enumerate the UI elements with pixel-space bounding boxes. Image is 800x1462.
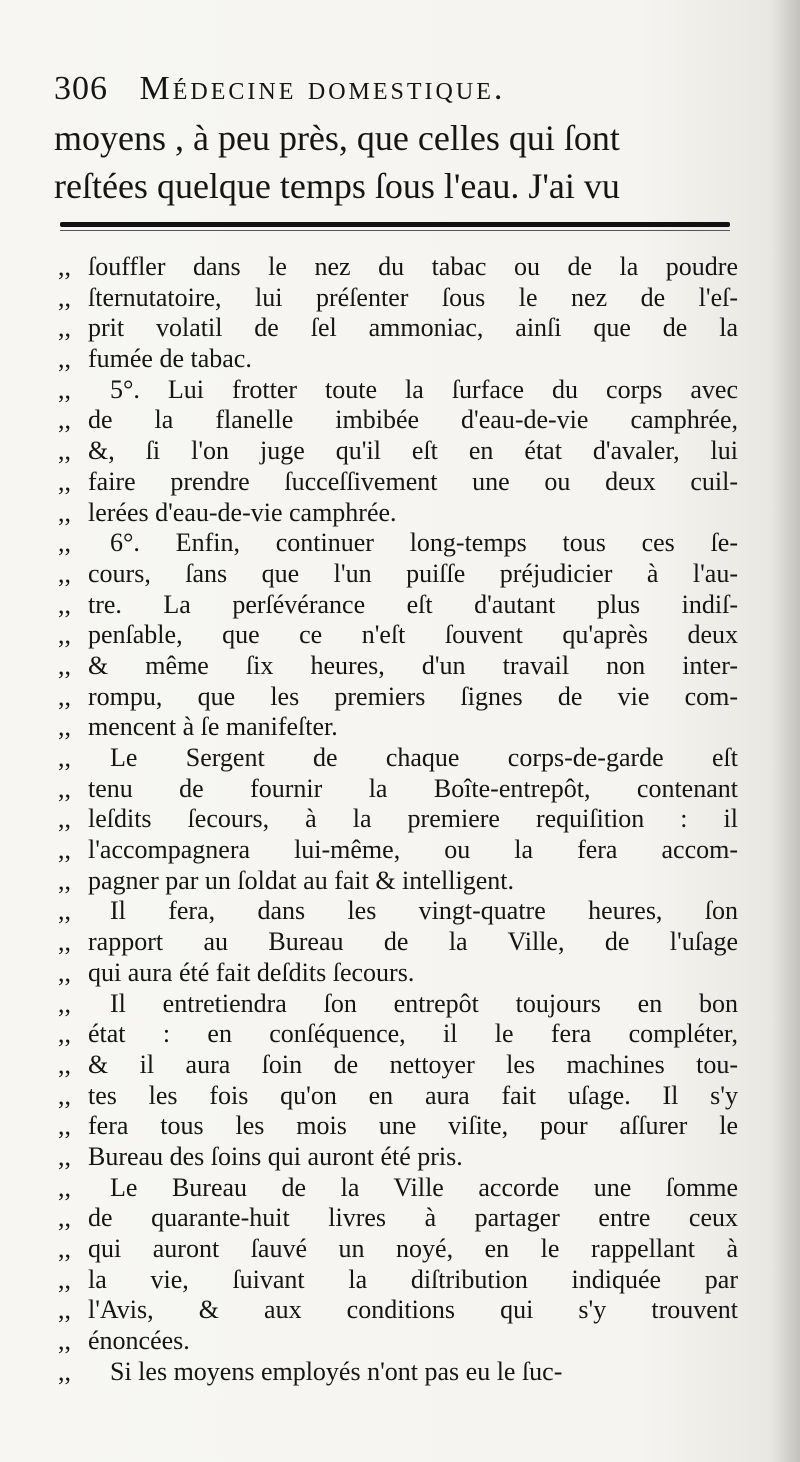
line-text: ſternutatoire, lui préſenter ſous le nez de l'eſ- (88, 282, 738, 312)
quote-mark: ,, (58, 620, 71, 650)
text-line (58, 774, 738, 805)
top-paragraph (54, 114, 754, 210)
line-text: rompu, que les premiers ſignes de vie com- (88, 681, 738, 711)
running-title: Médecine domestique. (139, 70, 506, 107)
quote-mark: ,, (58, 1111, 71, 1141)
text-line (58, 896, 738, 927)
line-text: de quarante-huit livres à partager entre ceux (88, 1203, 738, 1233)
line-text: l'accompagnera lui-même, ou la fera accom- (88, 835, 738, 865)
horizontal-rule-thin (60, 230, 730, 231)
line-text: faire prendre ſucceſſivement une ou deux cuil- (88, 466, 738, 496)
text-line (58, 1111, 738, 1142)
line-text: prit volatil de ſel ammoniac, ainſi que de la (88, 313, 738, 343)
line-text: & il aura ſoin de nettoyer les machines tou- (88, 1049, 738, 1079)
line-text: pagner par un ſoldat au fait & intelligent. (88, 865, 514, 895)
text-line (58, 1173, 738, 1204)
text-line (58, 804, 738, 835)
line-text: Le Bureau de la Ville accorde une ſomme (110, 1172, 738, 1202)
text-line (58, 375, 738, 406)
text-line (58, 498, 738, 529)
text-line (58, 866, 738, 897)
quote-mark: ,, (58, 865, 71, 895)
line-text: qui aura été fait deſdits ſecours. (88, 957, 415, 987)
running-header (54, 70, 614, 108)
text-line (58, 927, 738, 958)
line-text: fumée de tabac. (88, 344, 252, 374)
quote-mark: ,, (58, 405, 71, 435)
quote-mark: ,, (58, 1172, 71, 1202)
quote-mark: ,, (58, 466, 71, 496)
line-text: fera tous les mois une viſite, pour aſſurer le (88, 1111, 738, 1141)
text-line (58, 1203, 738, 1234)
text-line: reſtées quelque temps ſous l'eau. J'ai vu (54, 166, 620, 206)
line-text: Il entretiendra ſon entrepôt toujours en bon (110, 988, 738, 1018)
quote-mark: ,, (58, 835, 71, 865)
line-text: qui auront ſauvé un noyé, en le rappellant à (88, 1234, 738, 1263)
text-line (58, 559, 738, 590)
text-line (58, 1265, 738, 1296)
text-line (58, 436, 738, 467)
quote-mark: ,, (58, 1141, 71, 1171)
quote-mark: ,, (58, 344, 71, 374)
quote-mark: ,, (58, 804, 71, 834)
line-text: tre. La perſévérance eſt d'autant plus indiſ- (88, 589, 738, 619)
text-line (58, 743, 738, 774)
quote-mark: ,, (58, 681, 71, 711)
quote-mark: ,, (58, 1234, 71, 1263)
line-text: Le Sergent de chaque corps-de-garde eſt (110, 743, 738, 772)
line-text: & même ſix heures, d'un travail non inter- (88, 650, 738, 680)
quote-mark: ,, (58, 528, 71, 558)
text-line (58, 1295, 738, 1326)
line-text: la vie, ſuivant la diſtribution indiquée par (88, 1264, 738, 1294)
text-line (58, 682, 738, 713)
quote-mark: ,, (58, 1049, 71, 1079)
line-text: tenu de fournir la Boîte-entrepôt, contenant (88, 773, 738, 803)
line-text: de la flanelle imbibée d'eau-de-vie camphrée, (88, 405, 738, 435)
quote-mark: ,, (58, 374, 71, 404)
quote-mark: ,, (58, 558, 71, 588)
horizontal-rule (60, 222, 730, 227)
line-text: leſdits ſecours, à la premiere requiſition : il (88, 804, 738, 834)
line-text: penſable, que ce n'eſt ſouvent qu'après deux (88, 620, 738, 650)
text-line (58, 467, 738, 498)
quote-mark: ,, (58, 712, 71, 742)
line-text: Si les moyens employés n'ont pas eu le ſuc- (110, 1356, 563, 1386)
quote-mark: ,, (58, 1203, 71, 1233)
line-text: tes les fois qu'on en aura fait uſage. Il s'y (88, 1080, 738, 1110)
quote-mark: ,, (58, 1295, 71, 1325)
quote-mark: ,, (58, 896, 71, 926)
page-edge-shadow (772, 0, 800, 1462)
line-text: énoncées. (88, 1326, 190, 1356)
quote-mark: ,, (58, 282, 71, 312)
quote-mark: ,, (58, 773, 71, 803)
text-line (58, 1357, 738, 1388)
text-line (58, 405, 738, 436)
text-line (58, 1234, 738, 1265)
quote-mark: ,, (58, 1019, 71, 1049)
quote-mark: ,, (58, 252, 71, 281)
quote-mark: ,, (58, 313, 71, 343)
quote-mark: ,, (58, 1326, 71, 1356)
line-text: ſouffler dans le nez du tabac ou de la poudre (88, 252, 738, 281)
quoted-body-text (58, 252, 738, 1387)
text-line (58, 651, 738, 682)
page-number: 306 (54, 70, 108, 107)
quote-mark: ,, (58, 436, 71, 466)
text-line (58, 1019, 738, 1050)
text-line (58, 283, 738, 314)
line-text: 6°. Enfin, continuer long-temps tous ces ſe- (110, 528, 738, 558)
quote-mark: ,, (58, 957, 71, 987)
text-line: moyens , à peu près, que celles qui ſont (54, 118, 620, 158)
quote-mark: ,, (58, 927, 71, 957)
line-text: mencent à ſe manifeſter. (88, 712, 338, 742)
line-text: cours, ſans que l'un puiſſe préjudicier à l'au- (88, 558, 738, 588)
line-text: état : en conſéquence, il le fera compléter, (88, 1019, 738, 1049)
line-text: 5°. Lui frotter toute la ſurface du corps avec (110, 374, 738, 404)
text-line (58, 958, 738, 989)
text-line (58, 252, 738, 283)
text-line (58, 590, 738, 621)
line-text: lerées d'eau-de-vie camphrée. (88, 497, 397, 527)
text-line (58, 835, 738, 866)
text-line (58, 1050, 738, 1081)
quote-mark: ,, (58, 743, 71, 772)
text-line (58, 989, 738, 1020)
text-line (58, 1326, 738, 1357)
text-line (58, 344, 738, 375)
line-text: &, ſi l'on juge qu'il eſt en état d'avaler, lui (88, 436, 738, 466)
quote-mark: ,, (58, 1356, 71, 1386)
text-line (58, 1142, 738, 1173)
quote-mark: ,, (58, 1264, 71, 1294)
text-line (58, 528, 738, 559)
line-text: Bureau des ſoins qui auront été pris. (88, 1141, 463, 1171)
line-text: rapport au Bureau de la Ville, de l'uſage (88, 927, 738, 957)
line-text: l'Avis, & aux conditions qui s'y trouvent (88, 1295, 738, 1325)
text-line (58, 620, 738, 651)
quote-mark: ,, (58, 589, 71, 619)
quote-mark: ,, (58, 497, 71, 527)
quote-mark: ,, (58, 1080, 71, 1110)
text-line (58, 313, 738, 344)
text-line (58, 1081, 738, 1112)
line-text: Il fera, dans les vingt-quatre heures, ſon (110, 896, 738, 926)
quote-mark: ,, (58, 650, 71, 680)
quote-mark: ,, (58, 988, 71, 1018)
text-line (58, 712, 738, 743)
